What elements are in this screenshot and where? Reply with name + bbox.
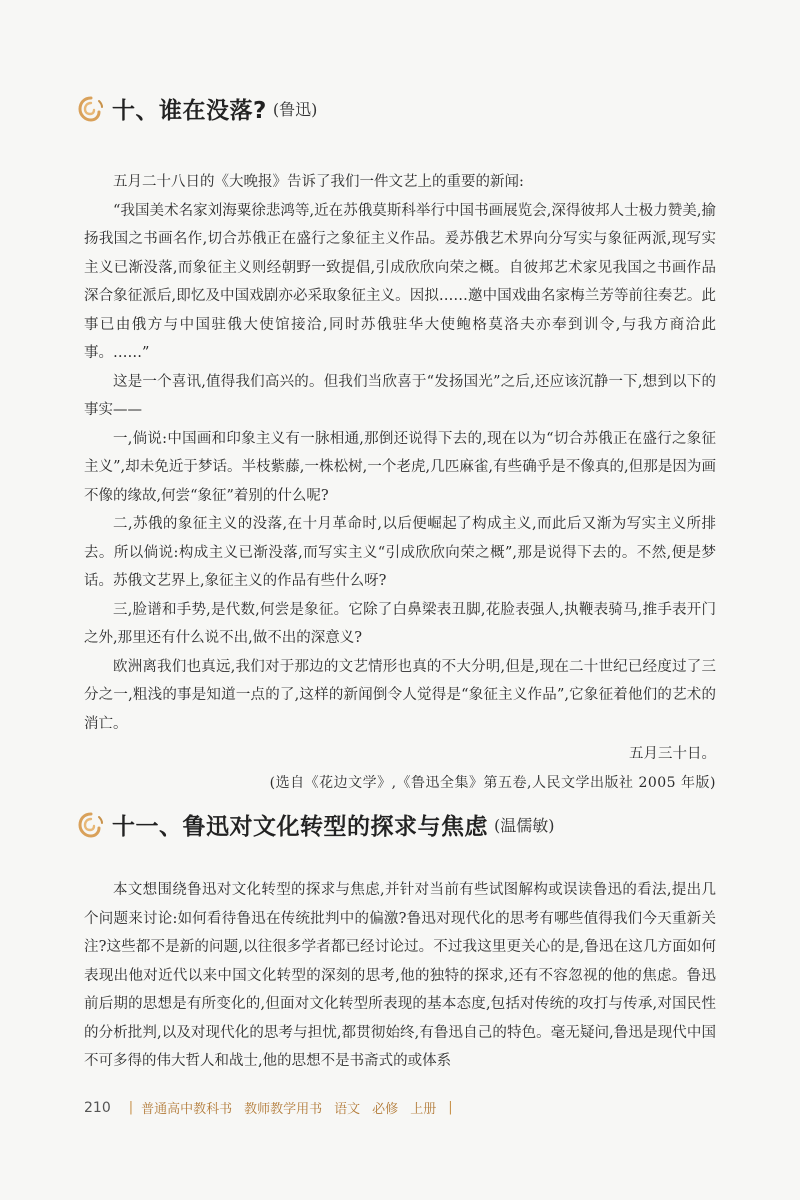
- paragraph: 五月二十八日的《大晚报》告诉了我们一件文艺上的重要的新闻:: [113, 174, 524, 190]
- footer-volume: 上册: [410, 1102, 437, 1117]
- article-body: [84, 876, 716, 1076]
- paragraph: 二,苏俄的象征主义的没落,在十月革命时,以后便崛起了构成主义,而此后又渐为写实主义所排去。所以倘说:构成主义已渐没落,而写实主义“引成欣欣向荣之概”,那是说得下去的。不然,便是梦话。苏俄文艺界上,象征主义的作品有些什么呀?: [84, 516, 716, 589]
- footer-course: 必修: [372, 1102, 399, 1117]
- article-body: [84, 168, 716, 797]
- article-date: 五月三十日。: [629, 746, 716, 762]
- paragraph: 这是一个喜讯,值得我们高兴的。但我们当欣喜于“发扬国光”之后,还应该沉静一下,想到以下的事实——: [84, 373, 716, 418]
- section-heading: [78, 92, 317, 125]
- footer-separator: |: [448, 1100, 453, 1115]
- paragraph: 三,脸谱和手势,是代数,何尝是象征。它除了白鼻梁表丑脚,花脸表强人,执鞭表骑马,推手表开门之外,那里还有什么说不出,做不出的深意义?: [84, 601, 716, 646]
- paragraph: 欧洲离我们也真远,我们对于那边的文艺情形也真的不大分明,但是,现在二十世纪已经度过了三分之一,粗浅的事是知道一点的了,这样的新闻倒令人觉得是“象征主义作品”,它象征着他们的艺术的消亡。: [84, 658, 716, 732]
- swirl-icon: [78, 96, 104, 122]
- source-citation: (选自《花边文学》,《鲁迅全集》第五卷,人民文学出版社 2005 年版): [269, 774, 716, 791]
- footer-separator: |: [128, 1100, 134, 1115]
- section-title: 十、谁在没落?: [112, 98, 267, 124]
- paragraph: 本文想围绕鲁迅对文化转型的探求与焦虑,并针对当前有些试图解构或误读鲁迅的看法,提出几个问题来讨论:如何看待鲁迅在传统批判中的偏激?鲁迅对现代化的思考有哪些值得我们今天重新关注?这些都不是新的问题,以往很多学者都已经讨论过。不过我这里更关心的是,鲁迅在这几方面如何表现出他对近代以来中国文化转型的深刻的思考,他的独特的探求,还有不容忽视的他的焦虑。鲁迅前后期的思想是有所变化的,但面对文化转型所表现的基本态度,包括对传统的攻打与传承,对国民性的分析批判,以及对现代化的思考与担忧,都贯彻始终,有鲁迅自己的特色。毫无疑问,鲁迅是现代中国不可多得的伟大哲人和战士,他的思想不是书斋式的或体系: [84, 882, 716, 1069]
- paragraph: “我国美术名家刘海粟徐悲鸿等,近在苏俄莫斯科举行中国书画展览会,深得彼邦人士极力赞美,揄扬我国之书画名作,切合苏俄正在盛行之象征主义作品。爰苏俄艺术界向分写实与象征两派,现写实主义已渐没落,而象征主义则经朝野一致提倡,引成欣欣向荣之概。自彼邦艺术家见我国之书画作品深合象征派后,即忆及中国戏剧亦必采取象征主义。因拟……邀中国戏曲名家梅兰芳等前往奏艺。此事已由俄方与中国驻俄大使馆接洽,同时苏俄驻华大使鲍格莫洛夫亦奉到训令,与我方商洽此事。……”: [84, 202, 716, 361]
- footer-book-type: 普通高中教科书: [141, 1102, 233, 1117]
- page-footer: [84, 1098, 453, 1117]
- section-title: 十一、鲁迅对文化转型的探求与焦虑: [112, 814, 488, 840]
- footer-book-kind: 教师教学用书: [244, 1102, 323, 1117]
- section-author: (鲁迅): [272, 100, 318, 119]
- swirl-icon: [78, 812, 104, 838]
- page-number: 210: [84, 1099, 111, 1116]
- footer-subject: 语文: [334, 1102, 361, 1117]
- paragraph: 一,倘说:中国画和印象主义有一脉相通,那倒还说得下去的,现在以为“切合苏俄正在盛行之象征主义”,却未免近于梦话。半枝紫藤,一株松树,一个老虎,几匹麻雀,有些确乎是不像真的,但那是因为画不像的缘故,何尝“象征”着别的什么呢?: [84, 430, 716, 504]
- section-heading: [78, 808, 555, 841]
- section-author: (温儒敏): [494, 816, 555, 835]
